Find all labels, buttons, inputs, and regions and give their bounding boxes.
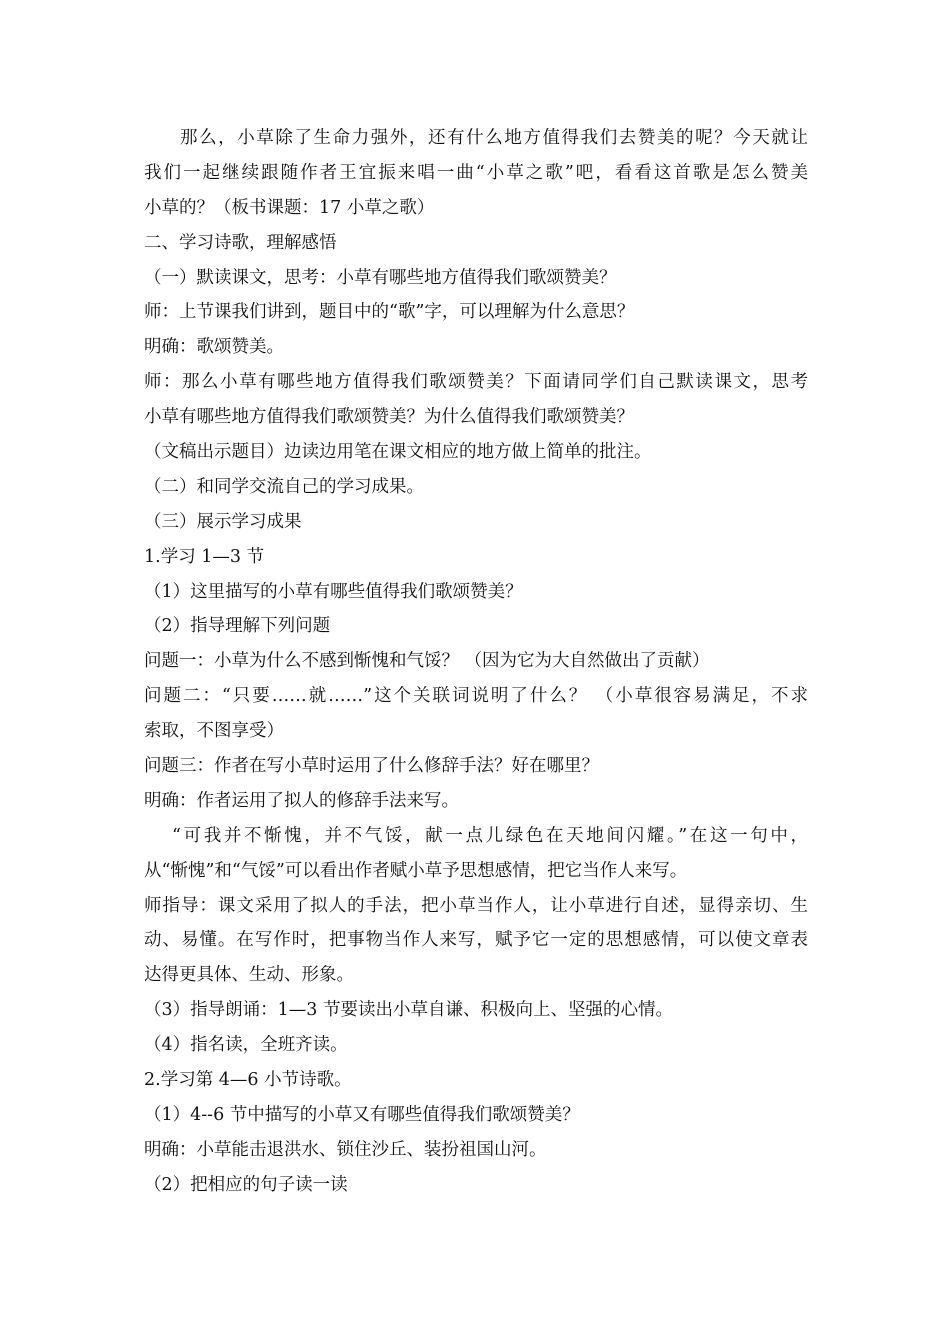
paragraph-line: （3）指导朗诵：1—3 节要读出小草自谦、积极向上、坚强的心情。: [144, 1000, 673, 1021]
paragraph-line: 明确：小草能击退洪水、锁住沙丘、装扮祖国山河。: [144, 1139, 547, 1160]
paragraph-line: 师：上节课我们讲到，题目中的“歌”字，可以理解为什么意思？: [144, 302, 635, 323]
paragraph-line: 索取，不图享受）: [144, 721, 284, 742]
subsection-heading: （三）展示学习成果: [144, 511, 302, 532]
question-line: 问题二：“只要……就……”这个关联词说明了什么？ （小草很容易满足，不求: [144, 686, 808, 707]
numbered-item: 1.学习 1—3 节: [144, 546, 265, 567]
lesson-text: [144, 121, 808, 1203]
paragraph-line: “可我并不惭愧，并不气馁，献一点儿绿色在天地间闪耀。”在这一句中，: [172, 825, 808, 846]
paragraph-line: 我们一起继续跟随作者王宜振来唱一曲“小草之歌”吧，看看这首歌是怎么赞美: [144, 162, 808, 183]
question-line: 问题三：作者在写小草时运用了什么修辞手法？好在哪里？: [144, 756, 599, 777]
question-line: 问题一：小草为什么不感到惭愧和气馁？ （因为它为大自然做出了贡献）: [144, 651, 710, 672]
paragraph-line: 动、易懂。在写作时，把事物当作人来写，赋予它一定的思想感情，可以使文章表: [144, 930, 808, 951]
paragraph-line: （2）把相应的句子读一读: [144, 1174, 348, 1195]
paragraph-line: （4）指名读，全班齐读。: [144, 1035, 348, 1056]
paragraph-line: 明确：歌颂赞美。: [144, 337, 284, 358]
subsection-heading: （二）和同学交流自己的学习成果。: [144, 476, 424, 497]
paragraph-line: （文稿出示题目）边读边用笔在课文相应的地方做上简单的批注。: [144, 442, 652, 463]
paragraph-line: 小草的？（板书课题：17 小草之歌）: [144, 197, 435, 218]
section-heading: 二、学习诗歌，理解感悟: [144, 232, 337, 253]
subsection-heading: （一）默读课文，思考：小草有哪些地方值得我们歌颂赞美？: [144, 267, 617, 288]
paragraph-line: 从“惭愧”和“气馁”可以看出作者赋小草予思想感情，把它当作人来写。: [144, 860, 688, 881]
paragraph-line: 达得更具体、生动、形象。: [144, 965, 354, 986]
paragraph-line: 那么，小草除了生命力强外，还有什么地方值得我们去赞美的呢？今天就让: [180, 128, 808, 148]
paragraph-line: 明确：作者运用了拟人的修辞手法来写。: [144, 790, 459, 811]
paragraph-line: 小草有哪些地方值得我们歌颂赞美？为什么值得我们歌颂赞美？: [144, 407, 634, 428]
paragraph-line: （1）4--6 节中描写的小草又有哪些值得我们歌颂赞美？: [144, 1104, 580, 1125]
paragraph-line: 师：那么小草有哪些地方值得我们歌颂赞美？下面请同学们自己默读课文，思考: [144, 372, 808, 393]
paragraph-line: （1）这里描写的小草有哪些值得我们歌颂赞美？: [144, 581, 523, 602]
paragraph-line: （2）指导理解下列问题: [144, 616, 331, 637]
paragraph-line: 师指导：课文采用了拟人的手法，把小草当作人，让小草进行自述，显得亲切、生: [144, 895, 808, 916]
numbered-item: 2.学习第 4—6 小节诗歌。: [144, 1070, 352, 1091]
